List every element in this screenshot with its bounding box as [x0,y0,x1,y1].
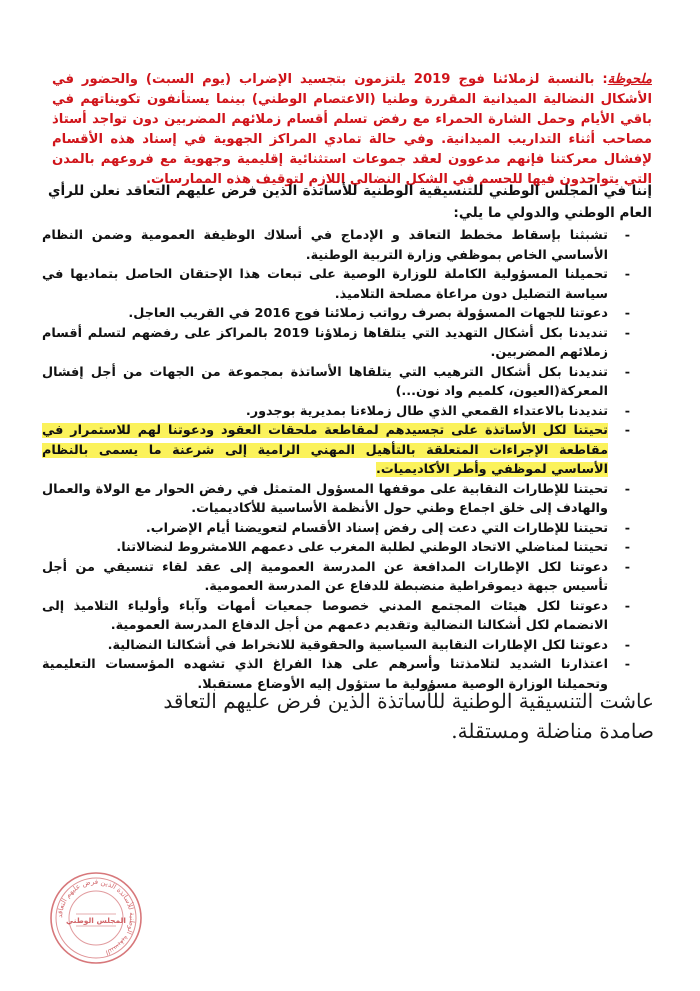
demand-item [42,538,634,558]
demand-item [42,226,634,265]
list-dash: - [624,657,630,672]
demand-text: تحيتنا لمناضلي الاتحاد الوطني لطلبة المغرب على دعمهم اللامشروط لنضالاتنا. [116,540,608,555]
demand-item [42,363,634,402]
stamp-ring-text: التنسيقية الوطنية للأساتذة الذين فرض عليهم التعاقد [55,877,137,957]
note-label: ملحوظة [607,72,652,87]
demand-text: دعوتنا للجهات المسؤولة بصرف رواتب زملائنا فوج 2016 في القريب العاجل. [128,306,608,321]
demand-text: تحيتنا للإطارات التي دعت إلى رفض إسناد الأقسام لتعويضنا أيام الإضراب. [145,520,608,536]
intro-paragraph: إننا في المجلس الوطني للتنسيقية الوطنية للأساتذة الذين فرض عليهم التعاقد نعلن للرأي العام الوطني والدولي ما يلي: [48,183,652,221]
list-dash: - [624,481,630,497]
list-dash: - [624,540,630,555]
list-dash: - [624,267,630,282]
demand-item [42,636,634,656]
demands-list [42,226,634,694]
stamp-center-text: المجلس الوطني [66,916,126,925]
demand-text: دعوتنا لكل هيئات المجتمع المدني خصوصا جمعيات أمهات وآباء وأولياء التلاميذ إلى الانضمام لكل أشكالنا النضالية وتقديم دعمهم من أجل الدفاع المدرسة العمومية. [42,598,608,633]
note-paragraph [52,70,652,190]
list-dash: - [624,228,630,243]
organization-stamp [48,870,144,966]
list-dash: - [624,325,630,341]
demand-text: تنديدنا بكل أشكال التهديد التي يتلقاها زملاؤنا 2019 بالمراكز على رفضهم لتسلم أقسام زملائهم المضربين. [42,325,608,360]
demand-item [42,304,634,324]
demand-item [42,421,634,480]
list-dash: - [624,403,630,419]
demand-item [42,558,634,597]
list-dash: - [624,306,630,321]
list-dash: - [624,423,630,438]
demand-text: تحميلنا المسؤولية الكاملة للوزارة الوصية على تبعات هذا الإحتقان الحاصل بتماديها في سياسة التضليل دون مراعاة مصلحة التلاميذ. [42,267,608,302]
demand-item [42,480,634,519]
closing-slogan: عاشت التنسيقية الوطنية للأساتذة الذين فرض عليهم التعاقد صامدة مناضلة ومستقلة. [163,689,654,743]
note-text: : بالنسبة لزملائنا فوج 2019 يلتزمون بتجسيد الإضراب (يوم السبت) والحضور في الأشكال النضالية الميدانية المقررة وطنيا (الاعتصام الوطني) بينما يستأنفون تكويناتهم في باقي الأيام وحمل الشارة الحمراء مع رفض تسلم أقسام زملائهم المضربين دون تواجد أستاذ مصاحب أثناء التداريب الميدانية. وفي حالة تمادي المراكز الجهوية في إسناد هذه الأقسام لإفشال معركتنا فإنهم مدعوون لعقد جموعات استثنائية إقليمية وجهوية مع فروعهم بالمدن التي يتواجدون فيها للحسم في الشكل النضالي اللازم لتوقيف هذه الممارسات. [52,72,652,187]
demand-text: اعتذارنا الشديد لتلامذتنا وأسرهم على هذا الفراغ الذي تشهده المؤسسات التعليمية وتحميلنا الوزارة الوصية مسؤولية ما ستؤول إليه الأوضاع مستقبلا. [42,657,608,692]
demand-item [42,324,634,363]
demand-text: تحيتنا لكل الأساتذة على تجسيدهم لمقاطعة ملحقات العقود ودعوتنا لهم للاستمرار في مقاطعة الإجراءات المتعلقة بالتأهيل المهني الرامية إلى شرعنة ما يسمى بالنظام الأساسي لموظفي وأطر الأكاديميات. [42,423,608,477]
demand-text: تحيتنا للإطارات النقابية على موقفها المسؤول المتمثل في رفض الحوار مع الولاة والعمال والهادف إلى خلق اجماع وطني حول الأنظمة الأساسية للأكاديميات. [42,481,608,516]
list-dash: - [624,559,630,575]
demand-item [42,519,634,539]
list-dash: - [624,364,630,380]
demand-text: تنديدنا بكل أشكال الترهيب التي يتلقاها الأساتذة بمجموعة من الجهات من أجل إفشال المعركة(العيون، كلميم واد نون...) [42,364,608,399]
list-dash: - [624,637,630,653]
demand-text: تنديدنا بالاعتداء القمعي الذي طال زملاءنا بمديرية بوجدور. [245,403,608,419]
demand-text: دعوتنا لكل الإطارات المدافعة عن المدرسة العمومية إلى عقد لقاء تنسيقي من أجل تأسيس جبهة ديموقراطية منضبطة للدفاع عن المدرسة العمومية. [42,559,608,594]
demand-text: دعوتنا لكل الإطارات النقابية السياسية والحقوقية للانخراط في أشكالنا النضالية. [107,637,608,653]
list-dash: - [624,520,630,536]
demand-text: تشبثنا بإسقاط مخطط التعاقد و الإدماج في أسلاك الوظيفة العمومية وضمن النظام الأساسي الخاص بموظفي وزارة التربية الوطنية. [42,228,608,263]
demand-item [42,265,634,304]
list-dash: - [624,598,630,614]
demand-item [42,597,634,636]
demand-item [42,402,634,422]
